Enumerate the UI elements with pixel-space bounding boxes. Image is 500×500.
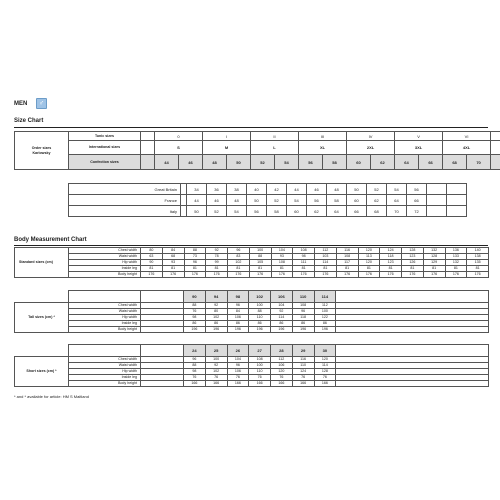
- cell: 86: [314, 321, 336, 327]
- tall-size-98: 98: [227, 291, 249, 303]
- cell: 60: [287, 206, 307, 217]
- cell: 46: [207, 195, 227, 206]
- short-size-28: 28: [271, 345, 293, 357]
- cell: 176: [467, 272, 489, 278]
- cell: 98: [184, 369, 206, 375]
- tall-size-90: 90: [184, 291, 206, 303]
- cell: 93: [271, 254, 293, 260]
- cell: 108: [271, 260, 293, 266]
- row-label: Body height: [69, 272, 141, 278]
- cell: 50: [247, 195, 267, 206]
- row-label: Chest width: [69, 248, 141, 254]
- divider-body: [14, 245, 488, 246]
- cell: 120: [358, 248, 380, 254]
- cell: 120: [314, 357, 336, 363]
- row-label: Hip width: [69, 315, 141, 321]
- cell: 81: [184, 266, 206, 272]
- cell: 81: [380, 266, 402, 272]
- cell: 108: [293, 248, 315, 254]
- cell: 76: [184, 375, 206, 381]
- body-measurement-title: Body Measurement Chart: [14, 237, 87, 243]
- short-label: Short sizes (cm) *: [15, 357, 69, 387]
- short-size-29: 29: [292, 345, 314, 357]
- cell: 166: [184, 381, 206, 387]
- cell: 66: [347, 206, 367, 217]
- cell: 81: [423, 266, 445, 272]
- cell: 36: [207, 184, 227, 195]
- cell: 100: [205, 357, 227, 363]
- cell: 102: [205, 315, 227, 321]
- cell: 176: [380, 272, 402, 278]
- cell: 104: [271, 303, 293, 309]
- intl-3xl: 3XL: [395, 141, 443, 155]
- cell: [447, 195, 467, 206]
- conf-62: 62: [371, 155, 395, 170]
- cell: 88: [184, 303, 206, 309]
- cell: 114: [271, 315, 293, 321]
- short-size-27: 27: [249, 345, 271, 357]
- cell: 176: [402, 272, 424, 278]
- cell: 60: [347, 195, 367, 206]
- cell: 196: [227, 327, 249, 333]
- cell: 64: [327, 206, 347, 217]
- cell: 76: [184, 309, 206, 315]
- cell: 140: [467, 248, 489, 254]
- tunic-label: Tunic sizes: [69, 132, 141, 141]
- cell: 166: [292, 381, 314, 387]
- row-label: Chest width: [69, 357, 141, 363]
- cell: 118: [380, 254, 402, 260]
- cell: 92: [205, 303, 227, 309]
- cell: 84: [227, 309, 249, 315]
- conf-70: 70: [467, 155, 491, 170]
- divider-top: [14, 127, 488, 128]
- intl-4xl: 4XL: [443, 141, 491, 155]
- tall-size-102: 102: [249, 291, 271, 303]
- cell: 106: [271, 363, 293, 369]
- cell: 96: [292, 309, 314, 315]
- conf-60: 60: [347, 155, 371, 170]
- cell: 81: [358, 266, 380, 272]
- tunic-1: I: [203, 132, 251, 141]
- cell: 108: [336, 254, 358, 260]
- cell: 120: [271, 369, 293, 375]
- cell: [447, 184, 467, 195]
- cell: [427, 206, 447, 217]
- cell: 63: [141, 254, 163, 260]
- cell: 76: [227, 375, 249, 381]
- cell: 118: [292, 315, 314, 321]
- cell: 176: [423, 272, 445, 278]
- tall-size-94: 94: [205, 291, 227, 303]
- cell: 106: [227, 315, 249, 321]
- cell: 136: [445, 248, 467, 254]
- cell: 176: [271, 272, 293, 278]
- cell: 92: [206, 248, 228, 254]
- cell: 176: [228, 272, 250, 278]
- cell: 92: [271, 309, 293, 315]
- cell: [447, 206, 467, 217]
- intl-m: M: [203, 141, 251, 155]
- cell: [427, 195, 447, 206]
- cell: 81: [336, 266, 358, 272]
- cell: 50: [187, 206, 207, 217]
- conf-68: 68: [443, 155, 467, 170]
- short-size-30: 30: [314, 345, 336, 357]
- cell: 100: [249, 363, 271, 369]
- standard-label: Standard sizes (cm): [15, 248, 69, 278]
- cell: 58: [267, 206, 287, 217]
- cell: 96: [184, 357, 206, 363]
- conf-50: 50: [227, 155, 251, 170]
- cell: 132: [445, 260, 467, 266]
- cell: 88: [184, 363, 206, 369]
- cell: 106: [227, 369, 249, 375]
- intl-l: L: [251, 141, 299, 155]
- cell: 62: [307, 206, 327, 217]
- cell: 128: [314, 369, 336, 375]
- cell: 86: [205, 321, 227, 327]
- cell: [427, 184, 447, 195]
- cell: 92: [205, 363, 227, 369]
- cell: 76: [271, 375, 293, 381]
- country-fr-label: France: [69, 195, 181, 206]
- intl-2xl: 2XL: [347, 141, 395, 155]
- cell: 108: [292, 303, 314, 309]
- cell: 110: [292, 363, 314, 369]
- cell: 138: [467, 254, 489, 260]
- cell: 44: [187, 195, 207, 206]
- cell: 86: [249, 321, 271, 327]
- row-label: Waist width: [69, 363, 141, 369]
- cell: 81: [293, 266, 315, 272]
- cell: 76: [314, 375, 336, 381]
- cell: 46: [307, 184, 327, 195]
- confection-label: Confection sizes: [69, 155, 141, 170]
- cell: 86: [292, 321, 314, 327]
- row-label: Body height: [69, 381, 141, 387]
- cell: 110: [249, 369, 271, 375]
- cell: 113: [358, 254, 380, 260]
- cell: 76: [292, 375, 314, 381]
- tall-table: [14, 290, 489, 333]
- tunic-4: IV: [347, 132, 395, 141]
- cell: 196: [205, 327, 227, 333]
- short-size-24: 24: [184, 345, 206, 357]
- cell: 54: [387, 184, 407, 195]
- cell: 166: [314, 381, 336, 387]
- cell: 52: [267, 195, 287, 206]
- cell: 117: [336, 260, 358, 266]
- cell: 81: [467, 266, 489, 272]
- cell: 81: [228, 266, 250, 272]
- cell: 88: [184, 248, 206, 254]
- cell: 96: [227, 363, 249, 369]
- tall-size-114: 114: [314, 291, 336, 303]
- cell: 76: [205, 375, 227, 381]
- order-sizes-label: Order sizes Karlowsky: [15, 132, 69, 170]
- conf-66: 66: [419, 155, 443, 170]
- cell: 48: [327, 184, 347, 195]
- row-label: Inside leg: [69, 266, 141, 272]
- cell: 124: [292, 369, 314, 375]
- cell: 112: [314, 303, 336, 309]
- cell: 135: [467, 260, 489, 266]
- cell: 124: [380, 248, 402, 254]
- cell: 176: [141, 272, 163, 278]
- intl-xl: XL: [299, 141, 347, 155]
- cell: 81: [162, 266, 184, 272]
- cell: 102: [205, 369, 227, 375]
- cell: 196: [249, 327, 271, 333]
- cell: 81: [271, 266, 293, 272]
- cell: 176: [162, 272, 184, 278]
- cell: 86: [184, 321, 206, 327]
- cell: 99: [206, 260, 228, 266]
- cell: 52: [207, 206, 227, 217]
- cell: 68: [162, 254, 184, 260]
- cell: 108: [249, 357, 271, 363]
- cell: 100: [249, 248, 271, 254]
- cell: 56: [247, 206, 267, 217]
- cell: 81: [206, 266, 228, 272]
- cell: 78: [206, 254, 228, 260]
- cell: 129: [423, 260, 445, 266]
- cell: 81: [141, 266, 163, 272]
- cell: 88: [249, 309, 271, 315]
- row-label: Body height: [69, 327, 141, 333]
- tunic-5: V: [395, 132, 443, 141]
- cell: 103: [315, 254, 337, 260]
- conf-54: 54: [275, 155, 299, 170]
- cell: 122: [314, 315, 336, 321]
- cell: 176: [336, 272, 358, 278]
- short-table: [14, 344, 489, 387]
- cell: 56: [407, 184, 427, 195]
- cell: 96: [227, 303, 249, 309]
- tall-size-110: 110: [292, 291, 314, 303]
- cell: 76: [249, 375, 271, 381]
- cell: 100: [314, 309, 336, 315]
- cell: 72: [407, 206, 427, 217]
- conf-48: 48: [203, 155, 227, 170]
- cell: 176: [445, 272, 467, 278]
- cell: 98: [293, 254, 315, 260]
- cell: 64: [387, 195, 407, 206]
- conf-52: 52: [251, 155, 275, 170]
- cell: 196: [271, 327, 293, 333]
- tunic-0: 0: [155, 132, 203, 141]
- standard-table: [14, 247, 489, 278]
- cell: 196: [184, 327, 206, 333]
- men-heading: MEN: [14, 101, 28, 107]
- cell: 116: [336, 248, 358, 254]
- size-table: [14, 131, 500, 170]
- tunic-2: II: [251, 132, 299, 141]
- person-icon: ♂: [36, 98, 47, 109]
- cell: 176: [206, 272, 228, 278]
- cell: 166: [205, 381, 227, 387]
- intl-label: International sizes: [69, 141, 141, 155]
- cell: 81: [402, 266, 424, 272]
- cell: 105: [249, 260, 271, 266]
- cell: 123: [380, 260, 402, 266]
- cell: 114: [314, 363, 336, 369]
- cell: 50: [347, 184, 367, 195]
- size-chart-heading: Size Chart: [14, 118, 44, 124]
- tunic-6: VI: [443, 132, 491, 141]
- cell: 98: [184, 315, 206, 321]
- cell: 34: [187, 184, 207, 195]
- cell: 176: [315, 272, 337, 278]
- cell: 133: [445, 254, 467, 260]
- cell: 38: [227, 184, 247, 195]
- cell: 104: [271, 248, 293, 254]
- conf-58: 58: [323, 155, 347, 170]
- cell: 96: [184, 260, 206, 266]
- cell: 80: [141, 248, 163, 254]
- cell: 104: [227, 357, 249, 363]
- cell: 52: [367, 184, 387, 195]
- cell: 112: [315, 248, 337, 254]
- conf-56: 56: [299, 155, 323, 170]
- cell: 44: [287, 184, 307, 195]
- cell: 196: [292, 327, 314, 333]
- cell: 111: [293, 260, 315, 266]
- tall-label: Tall sizes (cm) *: [15, 303, 69, 333]
- cell: 62: [367, 195, 387, 206]
- cell: 102: [228, 260, 250, 266]
- cell: 166: [227, 381, 249, 387]
- cell: 70: [387, 206, 407, 217]
- cell: 86: [271, 321, 293, 327]
- cell: 110: [249, 315, 271, 321]
- cell: 176: [358, 272, 380, 278]
- cell: 112: [271, 357, 293, 363]
- cell: 54: [227, 206, 247, 217]
- cell: 54: [287, 195, 307, 206]
- cell: 116: [292, 357, 314, 363]
- cell: 126: [402, 260, 424, 266]
- cell: 58: [327, 195, 347, 206]
- conf-46: 46: [179, 155, 203, 170]
- row-label: Inside leg: [69, 321, 141, 327]
- row-label: Waist width: [69, 309, 141, 315]
- short-size-25: 25: [205, 345, 227, 357]
- cell: 93: [162, 260, 184, 266]
- country-it-label: Italy: [69, 206, 181, 217]
- cell: 166: [249, 381, 271, 387]
- short-size-26: 26: [227, 345, 249, 357]
- cell: 81: [315, 266, 337, 272]
- cell: 128: [402, 248, 424, 254]
- cell: 196: [314, 327, 336, 333]
- tall-size-106: 106: [271, 291, 293, 303]
- cell: 90: [141, 260, 163, 266]
- country-gb-label: Great Britain: [69, 184, 181, 195]
- cell: 42: [267, 184, 287, 195]
- row-label: Hip width: [69, 260, 141, 266]
- cell: 68: [367, 206, 387, 217]
- cell: 48: [227, 195, 247, 206]
- cell: 86: [227, 321, 249, 327]
- cell: 56: [307, 195, 327, 206]
- cell: 40: [247, 184, 267, 195]
- cell: 120: [358, 260, 380, 266]
- cell: 166: [271, 381, 293, 387]
- intl-s: S: [155, 141, 203, 155]
- row-label: Hip width: [69, 369, 141, 375]
- row-label: Inside leg: [69, 375, 141, 381]
- country-table: [68, 183, 467, 217]
- cell: 132: [423, 248, 445, 254]
- cell: 81: [249, 266, 271, 272]
- cell: 66: [407, 195, 427, 206]
- cell: 81: [445, 266, 467, 272]
- row-label: Waist width: [69, 254, 141, 260]
- cell: 84: [162, 248, 184, 254]
- cell: 176: [249, 272, 271, 278]
- cell: 80: [205, 309, 227, 315]
- cell: 88: [249, 254, 271, 260]
- conf-44: 44: [155, 155, 179, 170]
- cell: 83: [228, 254, 250, 260]
- row-label: Chest width: [69, 303, 141, 309]
- footnote: * and * available for article: HM S Maitland: [14, 394, 89, 399]
- cell: 100: [249, 303, 271, 309]
- cell: 114: [315, 260, 337, 266]
- cell: 176: [293, 272, 315, 278]
- cell: 128: [423, 254, 445, 260]
- conf-64: 64: [395, 155, 419, 170]
- tunic-3: III: [299, 132, 347, 141]
- cell: 123: [402, 254, 424, 260]
- cell: 176: [184, 272, 206, 278]
- cell: 73: [184, 254, 206, 260]
- cell: 96: [228, 248, 250, 254]
